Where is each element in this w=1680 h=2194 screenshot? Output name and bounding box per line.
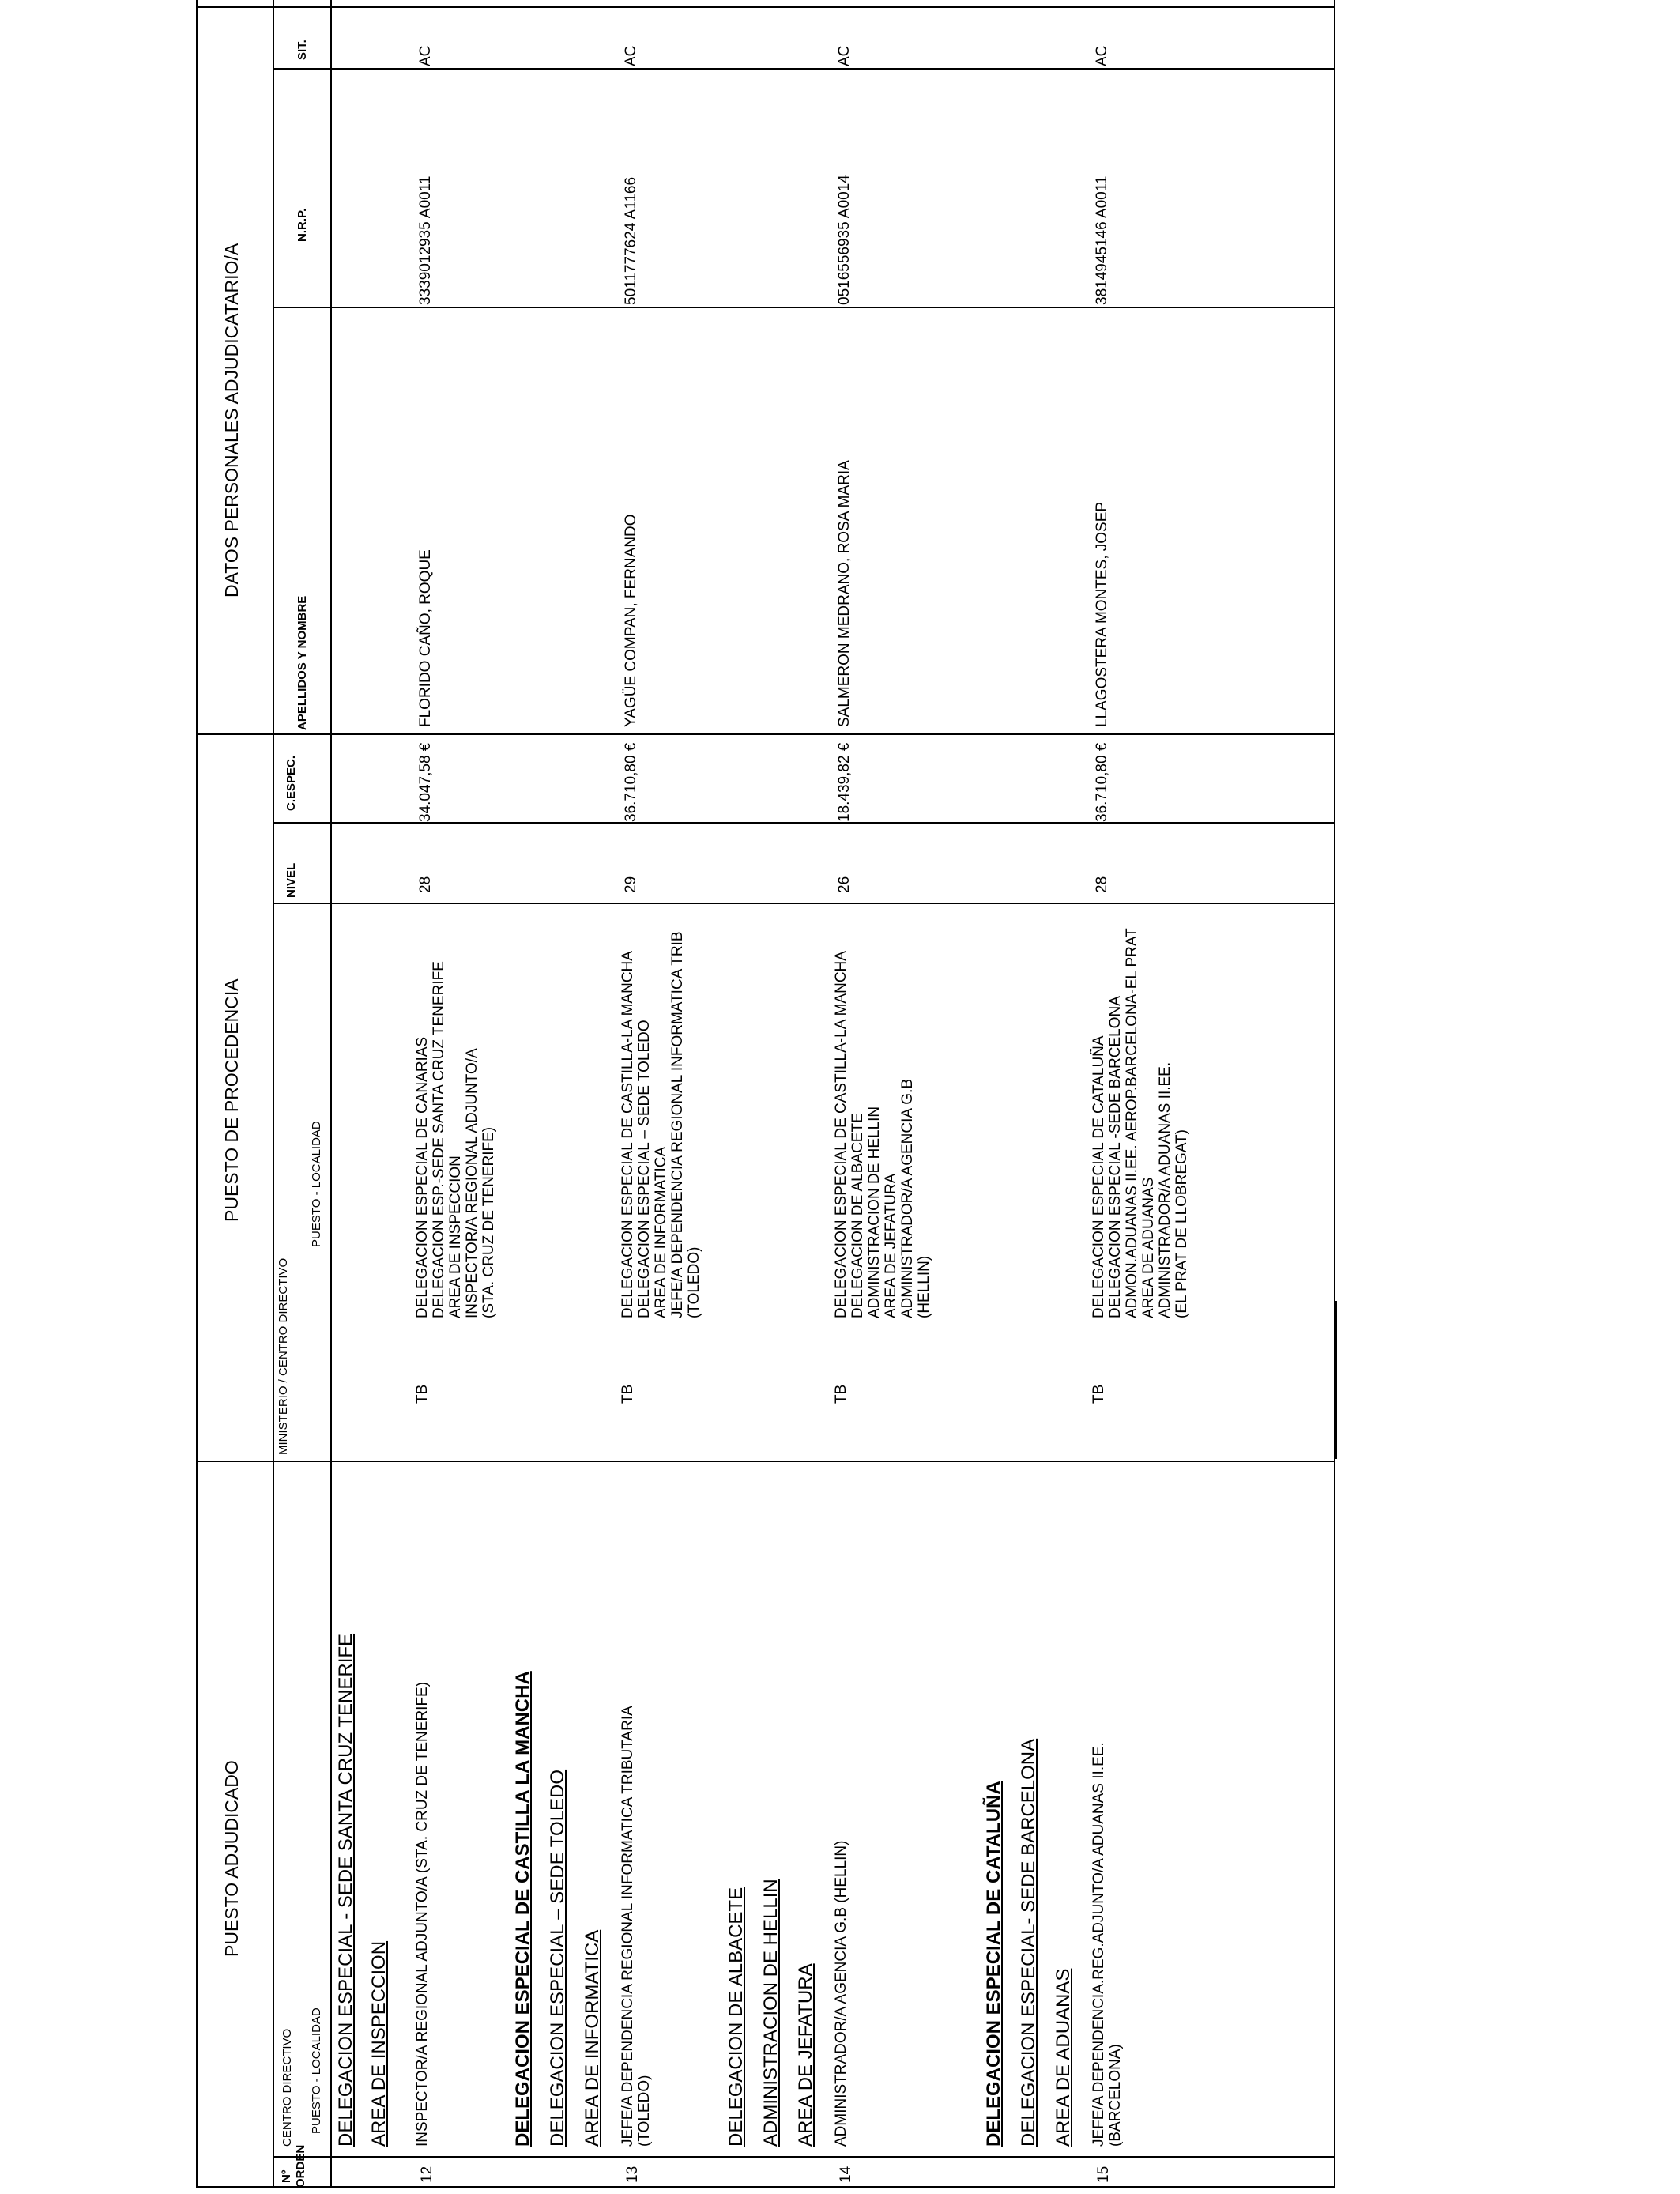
section-2-line-2: DELEGACION ESPECIAL – SEDE TOLEDO bbox=[547, 1769, 568, 2147]
header-puesto-localidad: PUESTO - LOCALIDAD bbox=[310, 2007, 323, 2134]
header-n: Nº bbox=[280, 2169, 293, 2183]
section-3-line-2: ADMINISTRACION DE HELLIN bbox=[760, 1879, 782, 2147]
header-datos-personales: DATOS PERSONALES ADJUDICATARIO/A bbox=[221, 243, 242, 598]
header-centro-directivo: CENTRO DIRECTIVO bbox=[281, 2028, 294, 2147]
row-15-tipo: TB bbox=[1090, 1384, 1107, 1404]
row-15-cespec: 36.710,80 € bbox=[1094, 742, 1110, 822]
header-puesto-procedencia: PUESTO DE PROCEDENCIA bbox=[221, 978, 242, 1222]
row-14-nrp: 0516556935 A0014 bbox=[836, 175, 853, 305]
section-1-line-1: DELEGACION ESPECIAL - SEDE SANTA CRUZ TENERIFE bbox=[335, 1633, 356, 2147]
row-13-orden: 13 bbox=[624, 2166, 641, 2183]
header-c-espec: C.ESPEC. bbox=[284, 755, 298, 811]
header-nivel: NIVEL bbox=[284, 862, 298, 898]
row-13-nivel: 29 bbox=[623, 876, 639, 893]
frame-left bbox=[196, 2186, 1335, 2188]
row-12-nombre: FLORIDO CAÑO, ROQUE bbox=[417, 549, 434, 727]
frame-right bbox=[196, 6, 1335, 8]
section-2-line-1: DELEGACION ESPECIAL DE CASTILLA LA MANCHA bbox=[512, 1671, 533, 2147]
subheader-line bbox=[330, 0, 332, 2188]
section-4-line-3: AREA DE ADUANAS bbox=[1053, 1968, 1074, 2147]
group-divider-2 bbox=[196, 733, 1335, 735]
row-13-nombre: YAGÜE COMPAN, FERNANDO bbox=[623, 514, 639, 727]
col-line-orden bbox=[273, 2156, 1335, 2158]
row-14-procedencia: DELEGACION ESPECIAL DE CASTILLA-LA MANCHA DELEGACION DE ALBACETE ADMINISTRACION DE HELLIN AREA DE JEFATURA ADMINISTRADOR/A AGENCIA G.B (HELLIN) bbox=[833, 951, 932, 1318]
col-line-nrp bbox=[273, 307, 1335, 308]
row-13-cespec: 36.710,80 € bbox=[623, 742, 639, 822]
row-14-sit: AC bbox=[836, 45, 853, 66]
col-line-sit bbox=[273, 68, 1335, 70]
row-12-orden: 12 bbox=[419, 2166, 435, 2183]
header-sit: SIT. bbox=[296, 40, 309, 60]
row-12-sit: AC bbox=[417, 45, 434, 66]
row-12-nivel: 28 bbox=[417, 876, 434, 893]
row-12-tipo: TB bbox=[414, 1384, 431, 1404]
row-12-puesto: INSPECTOR/A REGIONAL ADJUNTO/A (STA. CRUZ DE TENERIFE) bbox=[414, 1681, 431, 2147]
row-15-sit: AC bbox=[1094, 45, 1110, 66]
header-nrp: N.R.P. bbox=[296, 208, 309, 242]
header-puesto-adjudicado: PUESTO ADJUDICADO bbox=[221, 1760, 242, 1957]
header-orden: ORDEN bbox=[294, 2144, 307, 2188]
row-14-orden: 14 bbox=[838, 2166, 854, 2183]
section-3-line-1: DELEGACION DE ALBACETE bbox=[725, 1887, 747, 2147]
row-14-nivel: 26 bbox=[836, 876, 853, 893]
row-13-puesto: JEFE/A DEPENDENCIA REGIONAL INFORMATICA TRIBUTARIA (TOLEDO) bbox=[620, 1706, 653, 2147]
section-3-line-3: AREA DE JEFATURA bbox=[795, 1963, 816, 2147]
col-line-cespec bbox=[273, 822, 1335, 824]
row-12-procedencia: DELEGACION ESPECIAL DE CANARIAS DELEGACION ESP.-SEDE SANTA CRUZ TENERIFE AREA DE INSPECCION INSPECTOR/A REGIONAL ADJUNTO/A (STA. CRUZ DE TENERIFE) bbox=[414, 961, 497, 1318]
row-13-tipo: TB bbox=[620, 1384, 636, 1404]
section-4-line-2: DELEGACION ESPECIAL- SEDE BARCELONA bbox=[1018, 1738, 1039, 2147]
row-15-nrp: 3814945146 A0011 bbox=[1094, 175, 1110, 305]
header-apellidos: APELLIDOS Y NOMBRE bbox=[296, 595, 309, 730]
row-12-nrp: 3339012935 A0011 bbox=[417, 175, 434, 305]
row-14-cespec: 18.439,82 € bbox=[836, 742, 853, 822]
row-15-procedencia: DELEGACION ESPECIAL DE CATALUÑA DELEGACION ESPECIAL -SEDE BARCELONA ADMON.ADUANAS II.EE. AEROP.BARCELONA-EL PRAT AREA DE ADUANAS ADMINISTRADOR/A ADUANAS II.EE. (EL PRAT DE LLOBREGAT) bbox=[1090, 928, 1190, 1318]
row-15-nombre: LLAGOSTERA MONTES, JOSEP bbox=[1094, 501, 1110, 727]
section-1-line-2: AREA DE INSPECCION bbox=[368, 1940, 390, 2147]
frame-bottom bbox=[1334, 0, 1335, 2188]
section-4-line-1: DELEGACION ESPECIAL DE CATALUÑA bbox=[983, 1781, 1004, 2147]
procedencia-end-line bbox=[1335, 1301, 1337, 1459]
section-2-line-3: AREA DE INFORMATICA bbox=[582, 1929, 603, 2147]
row-15-orden: 15 bbox=[1095, 2166, 1112, 2183]
row-12-cespec: 34.047,58 € bbox=[417, 742, 434, 822]
group-divider-1 bbox=[196, 1461, 1335, 1462]
row-14-tipo: TB bbox=[833, 1384, 849, 1404]
row-14-nombre: SALMERON MEDRANO, ROSA MARIA bbox=[836, 460, 853, 727]
row-13-nrp: 5011777624 A1166 bbox=[623, 176, 639, 305]
frame-top bbox=[196, 0, 198, 2188]
row-15-puesto: JEFE/A DEPENDENCIA.REG.ADJUNTO/A ADUANAS II.EE. (BARCELONA) bbox=[1090, 1742, 1124, 2147]
col-line-nivel bbox=[273, 903, 1335, 904]
row-15-nivel: 28 bbox=[1094, 876, 1110, 893]
header-row-line bbox=[273, 0, 274, 2188]
row-14-puesto: ADMINISTRADOR/A AGENCIA G.B (HELLIN) bbox=[833, 1840, 849, 2147]
header-ministerio-centro: MINISTERIO / CENTRO DIRECTIVO bbox=[277, 1257, 290, 1455]
row-13-procedencia: DELEGACION ESPECIAL DE CASTILLA-LA MANCHA DELEGACION ESPECIAL – SEDE TOLEDO AREA DE INFORMATICA JEFE/A DEPENDENCIA REGIONAL INFORMATICA TRIB (TOLEDO) bbox=[620, 931, 703, 1318]
row-13-sit: AC bbox=[623, 45, 639, 66]
header-puesto-localidad-2: PUESTO - LOCALIDAD bbox=[310, 1121, 323, 1247]
